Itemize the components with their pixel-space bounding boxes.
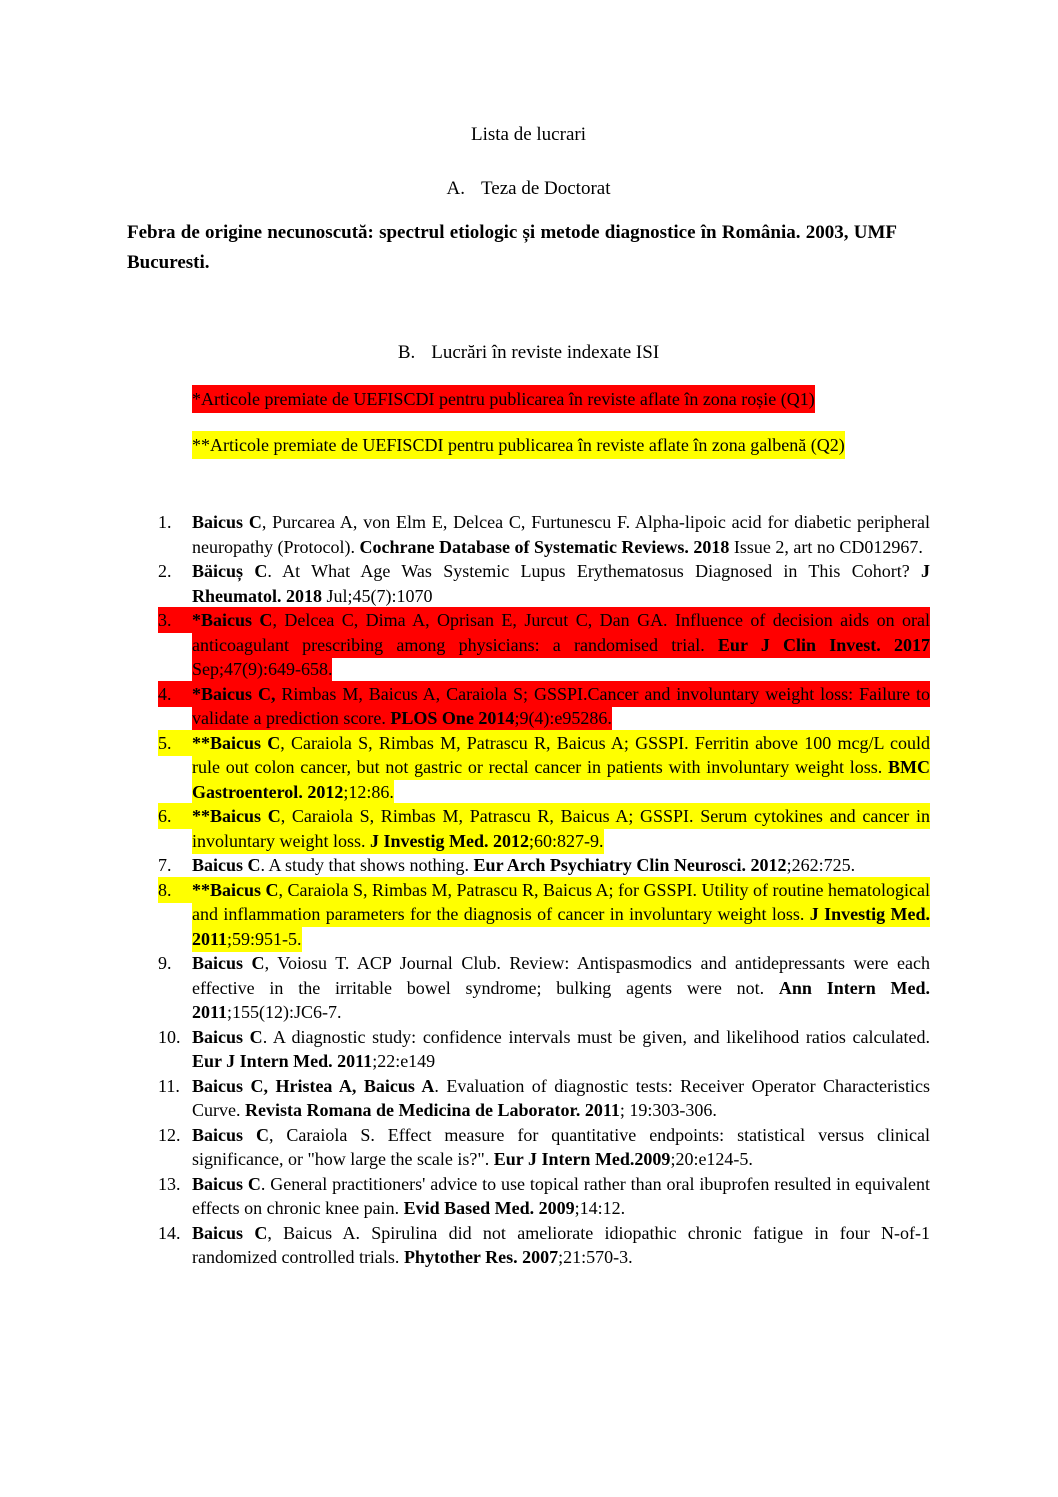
reference-number: 14. bbox=[158, 1222, 181, 1243]
reference-item bbox=[158, 608, 930, 682]
legend-q1-red bbox=[192, 386, 930, 412]
legend-q2-text: **Articole premiate de UEFISCDI pentru publicarea în reviste aflate în zona galbenă (Q2) bbox=[192, 431, 845, 459]
reference-number: 9. bbox=[158, 953, 172, 973]
reference-item bbox=[158, 682, 930, 731]
reference-text: 4. *Baicus C, Rimbas M, Baicus A, Caraiola S; GSSPI.Cancer and involuntary weight loss: Failure to validate a prediction score. PLOS One 2014;9(4):e95286. bbox=[158, 681, 930, 732]
section-b-heading bbox=[127, 340, 930, 366]
reference-text: 10. Baicus C. A diagnostic study: confidence intervals must be given, and likelihood ratios calculated. Eur J Intern Med. 2011;22:e149 bbox=[158, 1026, 930, 1071]
reference-item bbox=[158, 559, 930, 608]
reference-number: 10. bbox=[158, 1026, 181, 1047]
reference-item bbox=[158, 1172, 930, 1221]
reference-item bbox=[158, 1123, 930, 1172]
reference-item bbox=[158, 1221, 930, 1270]
reference-item bbox=[158, 878, 930, 952]
reference-number: 6. bbox=[158, 806, 172, 826]
reference-text: 8. **Baicus C, Caraiola S, Rimbas M, Patrascu R, Baicus A; for GSSPI. Utility of routine hematological and inflammation parameters for the diagnosis of cancer in involuntary weight loss. J Investig Med. 2011;59:951-5. bbox=[158, 877, 930, 952]
reference-item bbox=[158, 731, 930, 805]
reference-text: 6. **Baicus C, Caraiola S, Rimbas M, Patrascu R, Baicus A; GSSPI. Serum cytokines and cancer in involuntary weight loss. J Investig Med. 2012;60:827-9. bbox=[158, 803, 930, 854]
reference-item bbox=[158, 510, 930, 559]
reference-number: 8. bbox=[158, 879, 172, 900]
reference-item bbox=[158, 853, 930, 878]
section-b-text: Lucrări în reviste indexate ISI bbox=[431, 342, 660, 363]
section-a-text: Teza de Doctorat bbox=[481, 178, 611, 199]
section-b-label: B. bbox=[397, 342, 416, 363]
reference-number: 7. bbox=[158, 855, 172, 875]
reference-text: 2. Bäicuș C. At What Age Was Systemic Lupus Erythematosus Diagnosed in This Cohort? J Rheumatol. 2018 Jul;45(7):1070 bbox=[158, 561, 930, 606]
reference-number: 13. bbox=[158, 1173, 181, 1194]
reference-number: 2. bbox=[158, 561, 172, 581]
reference-list bbox=[158, 510, 930, 1270]
reference-number: 3. bbox=[158, 610, 172, 630]
reference-text: 13. Baicus C. General practitioners' advice to use topical rather than oral ibuprofen resulted in equivalent effects on chronic knee pain. Evid Based Med. 2009;14:12. bbox=[158, 1173, 930, 1218]
reference-number: 5. bbox=[158, 732, 172, 753]
reference-text: 1. Baicus C, Purcarea A, von Elm E, Delcea C, Furtunescu F. Alpha-lipoic acid for diabetic peripheral neuropathy (Protocol). Cochrane Database of Systematic Reviews. 2018 Issue 2, art no CD012967. bbox=[158, 512, 930, 557]
reference-text: 7. Baicus C. A study that shows nothing. Eur Arch Psychiatry Clin Neurosci. 2012;262:725. bbox=[158, 852, 855, 878]
reference-number: 1. bbox=[158, 512, 172, 532]
reference-item bbox=[158, 951, 930, 1025]
reference-item bbox=[158, 804, 930, 853]
thesis-paragraph: Febra de origine necunoscută: spectrul etiologic și metode diagnostice în România. 2003, UMF Bucuresti. bbox=[127, 222, 897, 273]
reference-text: 11. Baicus C, Hristea A, Baicus A. Evaluation of diagnostic tests: Receiver Operator Characteristics Curve. Revista Romana de Medicina de Laborator. 2011; 19:303-306. bbox=[158, 1075, 931, 1120]
page-title: Lista de lucrari bbox=[470, 124, 586, 145]
reference-text: 14. Baicus C, Baicus A. Spirulina did not ameliorate idiopathic chronic fatigue in four N-of-1 randomized controlled trials. Phytother Res. 2007;21:570-3. bbox=[158, 1222, 930, 1267]
reference-text: 12. Baicus C, Caraiola S. Effect measure for quantitative endpoints: statistical versus clinical significance, or "how large the scale is?". Eur J Intern Med.2009;20:e124-5. bbox=[158, 1124, 930, 1169]
section-a-label: A. bbox=[446, 178, 465, 199]
legend-q1-text: *Articole premiate de UEFISCDI pentru publicarea în reviste aflate în zona roșie (Q1) bbox=[192, 385, 815, 413]
reference-text: 5. **Baicus C, Caraiola S, Rimbas M, Patrascu R, Baicus A; GSSPI. Ferritin above 100 mcg/L could rule out colon cancer, but not gastric or rectal cancer in patients with involuntary weight loss. BMC Gastroenterol. 2012;12:86. bbox=[158, 730, 930, 805]
legend-q2-yellow bbox=[192, 432, 930, 458]
reference-item bbox=[158, 1074, 930, 1123]
reference-number: 12. bbox=[158, 1124, 181, 1145]
reference-text: 9. Baicus C, Voiosu T. ACP Journal Club. Review: Antispasmodics and antidepressants were each effective in the irritable bowel syndrome; bulking agents were not. Ann Intern Med. 2011;155(12):JC6-7. bbox=[158, 953, 930, 1022]
reference-number: 11. bbox=[158, 1075, 180, 1096]
reference-item bbox=[158, 1025, 930, 1074]
reference-number: 4. bbox=[158, 683, 172, 704]
reference-text: 3. *Baicus C, Delcea C, Dima A, Oprisan E, Jurcut C, Dan GA. Influence of decision aids on oral anticoagulant prescribing among physicians: a randomised trial. Eur J Clin Invest. 2017 Sep;47(9):649-658. bbox=[158, 607, 930, 682]
section-a-heading bbox=[127, 176, 930, 202]
